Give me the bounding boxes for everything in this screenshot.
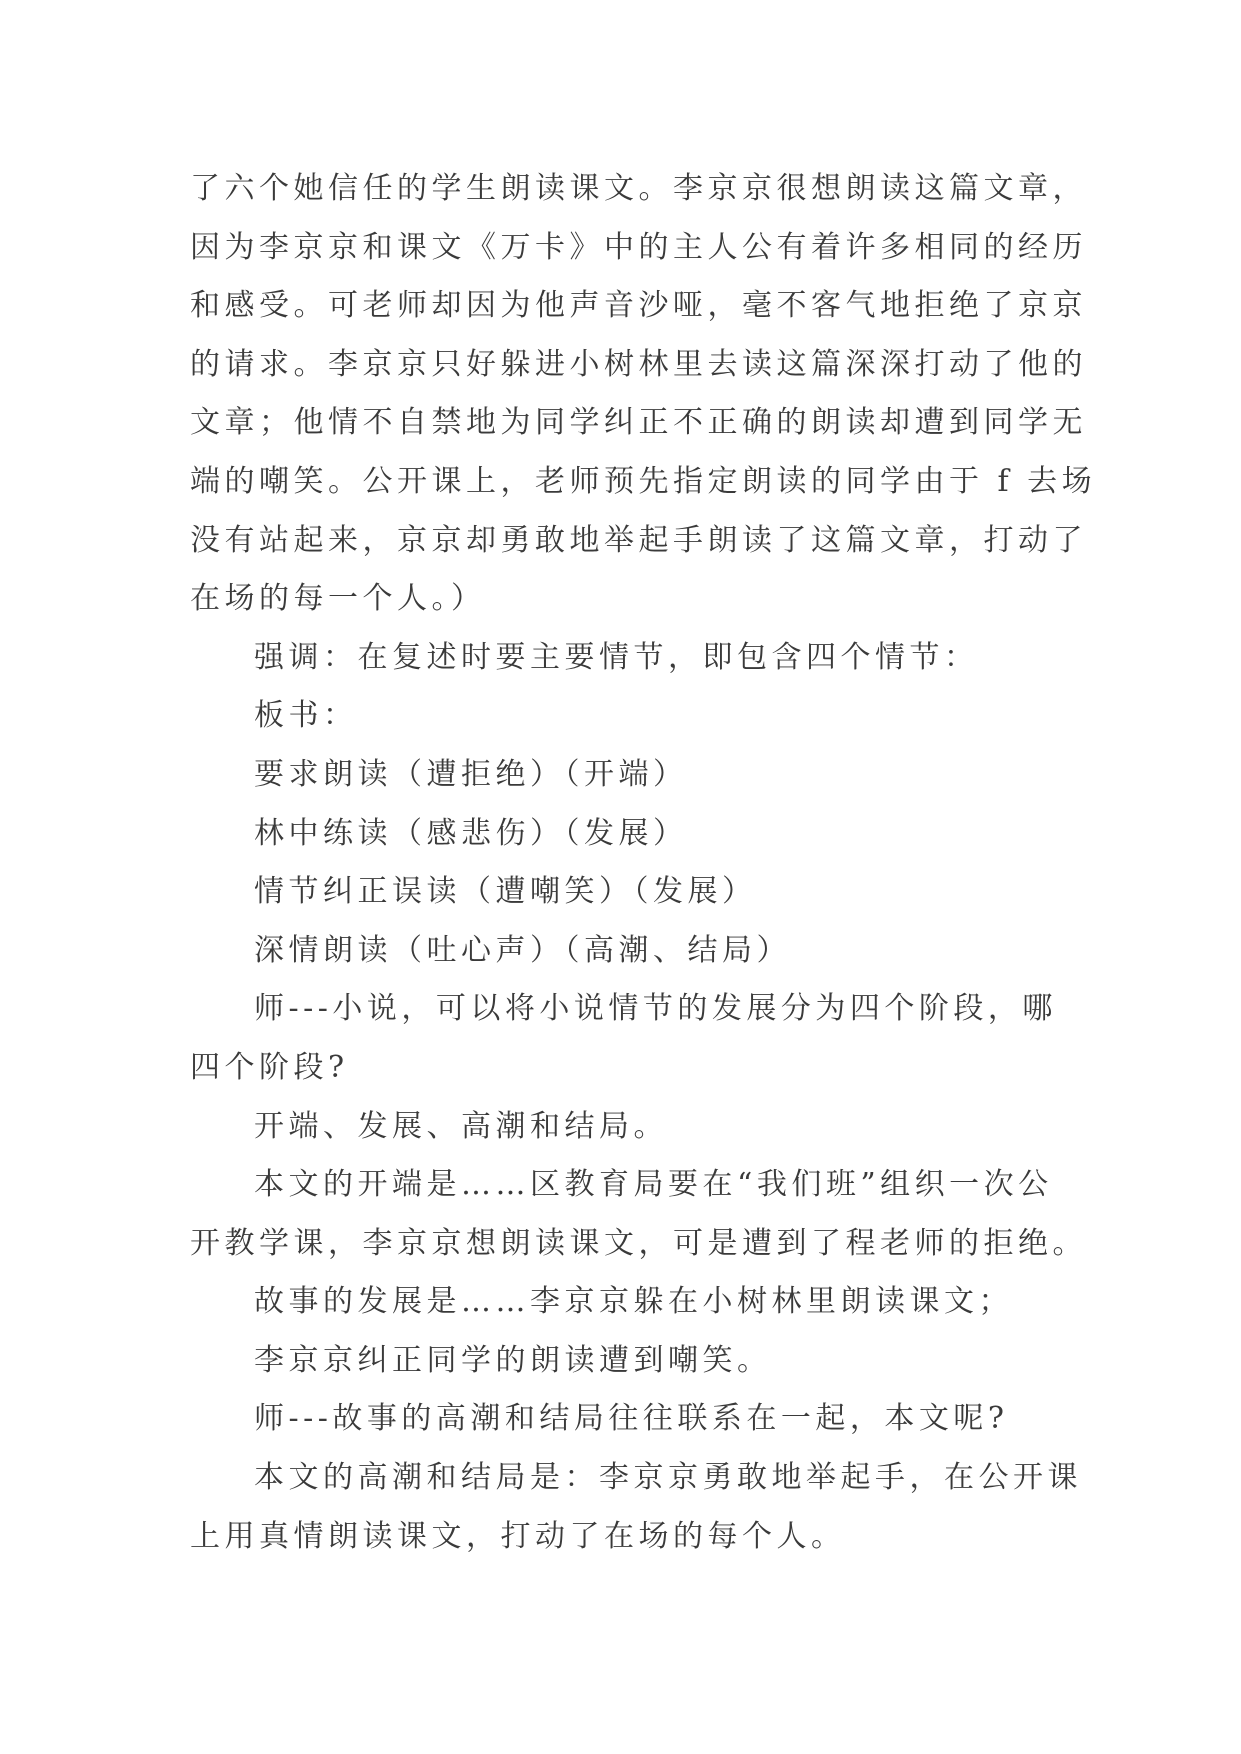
text-line: 本文的高潮和结局是：李京京勇敢地举起手，在公开课 — [254, 1460, 1082, 1496]
text-line: 文章；他情不自禁地为同学纠正不正确的朗读却遭到同学无 — [190, 405, 1087, 441]
text-line: 端的嘲笑。公开课上，老师预先指定朗读的同学由于 f 去场 — [190, 463, 1097, 499]
text-line: 在场的每一个人。） — [190, 581, 486, 617]
text-line: 四个阶段? — [190, 1049, 349, 1085]
text-line: 开端、发展、高潮和结局。 — [254, 1108, 668, 1144]
text-line: 本文的开端是……区教育局要在“我们班”组织一次公 — [254, 1167, 1053, 1203]
text-line: 强调：在复述时要主要情节，即包含四个情节： — [254, 639, 979, 675]
text-line: 深情朗读（吐心声）（高潮、结局） — [254, 932, 791, 968]
document-text-body — [190, 160, 1097, 1566]
text-line: 了六个她信任的学生朗读课文。李京京很想朗读这篇文章， — [190, 171, 1087, 206]
text-line: 开教学课，李京京想朗读课文，可是遭到了程老师的拒绝。 — [190, 1225, 1087, 1261]
text-line: 要求朗读（遭拒绝）（开端） — [254, 756, 688, 792]
text-line: 师---故事的高潮和结局往往联系在一起，本文呢? — [254, 1401, 1009, 1437]
text-line: 故事的发展是……李京京躲在小树林里朗读课文； — [254, 1284, 1013, 1320]
text-line: 上用真情朗读课文，打动了在场的每个人。 — [190, 1518, 846, 1554]
text-line: 因为李京京和课文《万卡》中的主人公有着许多相同的经历 — [190, 229, 1087, 265]
text-line: 师---小说，可以将小说情节的发展分为四个阶段，哪 — [254, 991, 1057, 1027]
text-line: 李京京纠正同学的朗读遭到嘲笑。 — [254, 1342, 772, 1378]
text-line: 没有站起来，京京却勇敢地举起手朗读了这篇文章，打动了 — [190, 522, 1087, 558]
text-line: 和感受。可老师却因为他声音沙哑，毫不客气地拒绝了京京 — [190, 288, 1087, 324]
text-line: 林中练读（感悲伤）（发展） — [254, 815, 688, 851]
text-line: 板书： — [254, 698, 358, 734]
text-line: 的请求。李京京只好躲进小树林里去读这篇深深打动了他的 — [190, 346, 1087, 382]
text-line: 情节纠正误读（遭嘲笑）（发展） — [254, 874, 757, 910]
